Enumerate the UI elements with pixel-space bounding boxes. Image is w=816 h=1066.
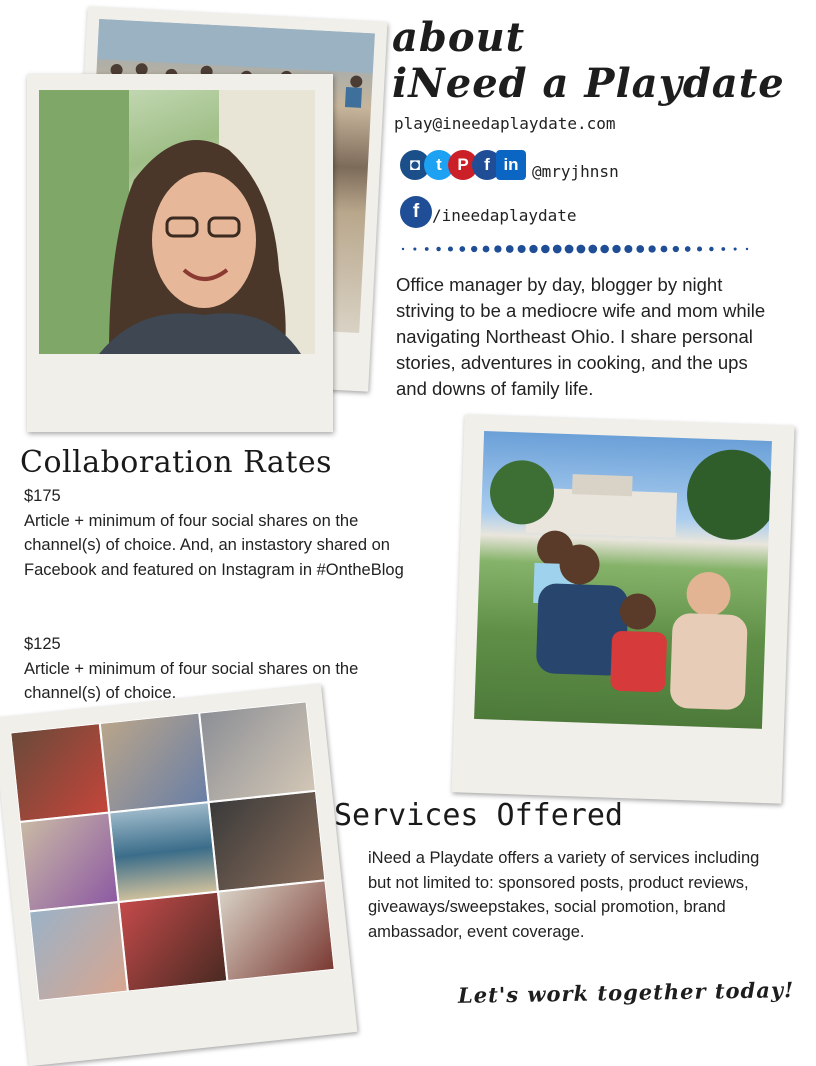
divider-dot <box>529 245 537 253</box>
family-photo <box>474 431 772 729</box>
about-heading: about <box>392 14 526 61</box>
facebook-icon[interactable]: f <box>472 150 502 180</box>
linkedin-icon[interactable]: in <box>496 150 526 180</box>
rate-description: Article + minimum of four social shares on the channel(s) of choice. And, an instastory shared on Facebook and featured on Instagram in #OntheBlog <box>24 511 404 579</box>
polaroid-collage-photo <box>0 684 357 1066</box>
rate-block <box>24 632 434 706</box>
email-link[interactable]: play@ineedaplaydate.com <box>394 114 616 133</box>
divider-dot <box>413 247 416 250</box>
divider-dot <box>648 245 655 252</box>
divider-dot <box>471 246 477 252</box>
divider-dot <box>600 245 609 254</box>
divider-dot <box>425 247 429 251</box>
services-title: Services Offered <box>334 798 623 833</box>
divider-dot <box>448 246 453 251</box>
divider-dot <box>746 248 748 250</box>
twitter-icon[interactable]: t <box>424 150 454 180</box>
collage-cell <box>20 813 119 912</box>
rate-price: $175 <box>24 487 61 505</box>
collage-cell <box>10 723 109 822</box>
rate-block <box>24 484 434 582</box>
facebook-row <box>400 196 426 228</box>
services-text: iNeed a Playdate offers a variety of services including but not limited to: sponsored posts, product reviews, giveaways/sweepstakes, social promotion, brand ambassador, event coverage. <box>368 849 760 941</box>
divider-dot <box>506 245 514 253</box>
family-photo-art <box>474 431 772 729</box>
divider-dot <box>436 247 440 251</box>
divider-dot <box>624 245 632 253</box>
instagram-icon[interactable]: ◘ <box>400 150 430 180</box>
rate-description: Article + minimum of four social shares on the channel(s) of choice. <box>24 659 359 702</box>
dotted-divider <box>400 242 750 256</box>
divider-dot <box>697 246 702 251</box>
divider-dot <box>553 245 562 254</box>
collage-cell <box>209 791 326 892</box>
polaroid-family-photo <box>452 414 795 803</box>
social-icons-row <box>400 150 520 180</box>
divider-dot <box>721 247 725 251</box>
divider-dot <box>483 246 490 253</box>
rate-price: $125 <box>24 635 61 653</box>
collage-cell <box>29 902 128 1001</box>
divider-dot <box>709 247 713 251</box>
bio-text: Office manager by day, blogger by night striving to be a mediocre wife and mom while navigating Northeast Ohio. I share personal stories, adventures in cooking, and the ups and downs of family life. <box>396 274 766 399</box>
divider-dot <box>636 245 644 253</box>
facebook-handle[interactable]: /ineedaplaydate <box>432 206 577 225</box>
brand-title: iNeed a Playdate <box>392 60 785 107</box>
collage-cell <box>218 880 335 981</box>
collage-cell <box>199 701 316 802</box>
divider-dot <box>734 247 737 250</box>
pinterest-icon[interactable]: P <box>448 150 478 180</box>
divider-dot <box>518 245 526 253</box>
divider-dot <box>685 246 691 252</box>
portrait-photo-art <box>39 90 315 354</box>
collage-cell <box>100 713 209 813</box>
divider-dot <box>661 246 668 253</box>
portrait-photo <box>39 90 315 354</box>
divider-dot <box>577 245 586 254</box>
divider-dot <box>612 245 620 253</box>
social-handle[interactable]: @mryjhnsn <box>532 162 619 181</box>
collage-photo <box>10 701 335 1001</box>
polaroid-portrait-photo <box>27 74 333 432</box>
divider-dot <box>459 246 465 252</box>
divider-dot <box>541 245 550 254</box>
divider-dot <box>494 245 501 252</box>
facebook-page-icon[interactable]: f <box>400 196 432 228</box>
divider-dot <box>673 246 679 252</box>
collaboration-title: Collaboration Rates <box>20 445 333 480</box>
divider-dot <box>565 245 574 254</box>
collage-cell <box>119 892 228 992</box>
collage-cell <box>109 802 218 902</box>
divider-dot <box>588 245 597 254</box>
divider-dot <box>402 248 404 250</box>
call-to-action: Let's work together today! <box>457 977 795 1008</box>
